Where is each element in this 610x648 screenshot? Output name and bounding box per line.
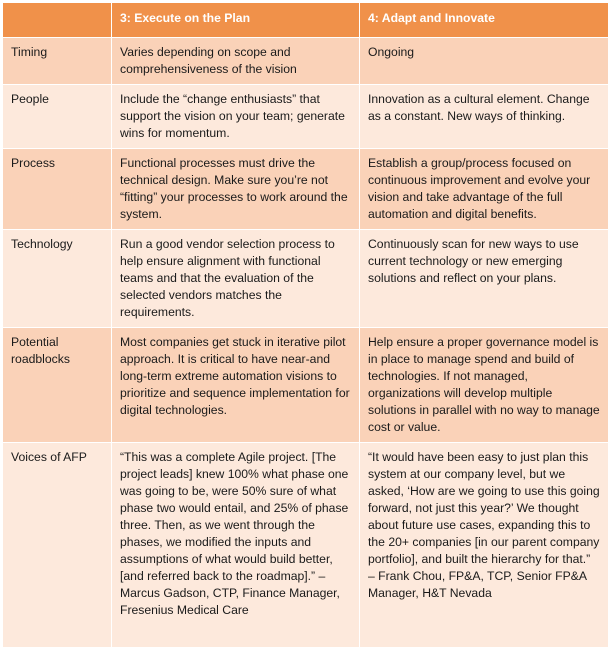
row-cell-execute: “This was a complete Agile project. [The project leads] knew 100% what phase one was going to be, were 50% sure of what phase two would entail, and 25% of phase three. Then, as we went through the phases, we modified the inputs and assumptions of what would build better, [and referred back to the roadmap].” – Marcus Gadson, CTP, Finance Manager, Fresenius Medical Care (112, 443, 360, 648)
table-row-voices (3, 443, 609, 648)
table-header-row (3, 3, 609, 38)
header-corner-cell (3, 3, 112, 38)
table-row-process (3, 149, 609, 230)
row-cell-execute: Include the “change enthusiasts” that support the vision on your team; generate wins for momentum. (112, 85, 360, 149)
row-label: Process (3, 149, 112, 230)
row-cell-adapt: “It would have been easy to just plan this system at our company level, but we asked, ‘How are we going to use this going forward, not just this year?’ We thought about future use cases, expanding this to the 20+ companies [in our parent company portfolio], and built the hierarchy for that.” – Frank Chou, FP&A, TCP, Senior FP&A Manager, H&T Nevada (360, 443, 609, 648)
row-cell-adapt: Innovation as a cultural element. Change as a constant. New ways of thinking. (360, 85, 609, 149)
row-cell-execute: Varies depending on scope and comprehensiveness of the vision (112, 38, 360, 85)
table-row-timing (3, 38, 609, 85)
row-label: Potential roadblocks (3, 328, 112, 443)
row-label: Timing (3, 38, 112, 85)
table-row-roadblocks (3, 328, 609, 443)
header-execute-plan: 3: Execute on the Plan (112, 3, 360, 38)
table-row-people (3, 85, 609, 149)
row-label: People (3, 85, 112, 149)
row-label: Technology (3, 230, 112, 328)
row-label: Voices of AFP (3, 443, 112, 648)
table-row-technology (3, 230, 609, 328)
row-cell-execute: Run a good vendor selection process to help ensure alignment with functional teams and that the evaluation of the selected vendors matches the requirements. (112, 230, 360, 328)
comparison-table (2, 2, 609, 648)
row-cell-adapt: Ongoing (360, 38, 609, 85)
row-cell-adapt: Establish a group/process focused on continuous improvement and evolve your vision and take advantage of the full automation and digital benefits. (360, 149, 609, 230)
row-cell-execute: Most companies get stuck in iterative pilot approach. It is critical to have near-and long-term extreme automation visions to prioritize and sequence implementation for digital technologies. (112, 328, 360, 443)
row-cell-execute: Functional processes must drive the technical design. Make sure you’re not “fitting” your processes to work around the system. (112, 149, 360, 230)
header-adapt-innovate: 4: Adapt and Innovate (360, 3, 609, 38)
row-cell-adapt: Help ensure a proper governance model is in place to manage spend and build of technologies. If not managed, organizations will develop multiple solutions in parallel with no way to manage cost or value. (360, 328, 609, 443)
row-cell-adapt: Continuously scan for new ways to use current technology or new emerging solutions and reflect on your plans. (360, 230, 609, 328)
